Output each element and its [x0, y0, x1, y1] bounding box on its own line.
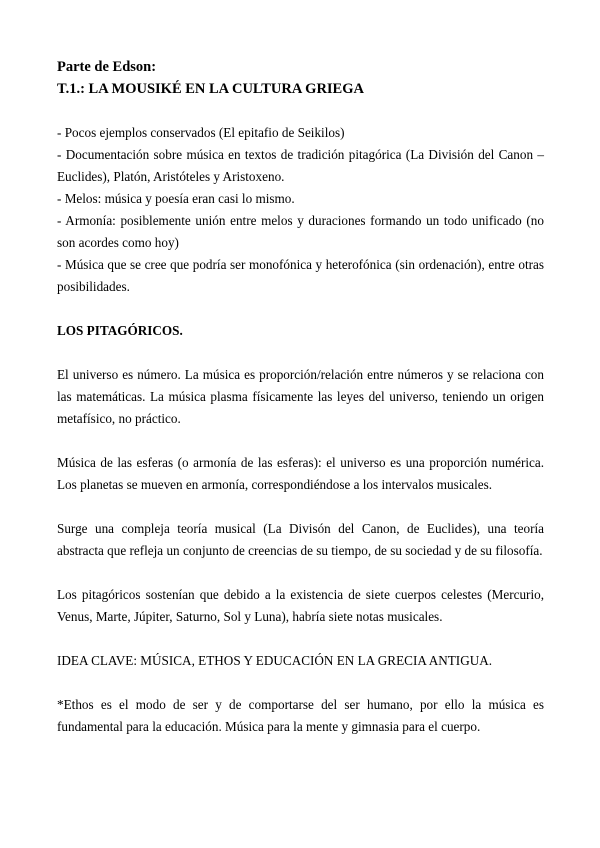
key-idea-title: IDEA CLAVE: MÚSICA, ETHOS Y EDUCACIÓN EN LA GRECIA ANTIGUA. — [57, 653, 493, 668]
paragraph: Música de las esferas (o armonía de las esferas): el universo es una proporción numérica. Los planetas se mueven en armonía, correspondiéndose a los intervalos musicales. — [57, 455, 544, 492]
paragraph: Los pitagóricos sostenían que debido a la existencia de siete cuerpos celestes (Mercurio, Venus, Marte, Júpiter, Saturno, Sol y Luna), habría siete notas musicales. — [57, 587, 544, 624]
bullet-item: - Melos: música y poesía eran casi lo mismo. — [57, 191, 295, 206]
bullet-item: - Armonía: posiblemente unión entre melos y duraciones formando un todo unificado (no son acordes como hoy) — [57, 213, 544, 250]
bullet-item: - Pocos ejemplos conservados (El epitafio de Seikilos) — [57, 125, 345, 140]
document-page — [57, 56, 544, 760]
document-title: T.1.: LA MOUSIKÉ EN LA CULTURA GRIEGA — [57, 81, 364, 97]
bullet-item: - Documentación sobre música en textos de tradición pitagórica (La División del Canon – Euclides), Platón, Aristóteles y Aristoxeno. — [57, 147, 544, 184]
paragraph: El universo es número. La música es proporción/relación entre números y se relaciona con las matemáticas. La música plasma físicamente las leyes del universo, teniendo un origen metafísico, no práctico. — [57, 367, 544, 426]
section-title-pitagoricos: LOS PITAGÓRICOS. — [57, 323, 183, 338]
author-heading: Parte de Edson: — [57, 59, 157, 75]
bullet-item: - Música que se cree que podría ser monofónica y heterofónica (sin ordenación), entre otras posibilidades. — [57, 257, 544, 294]
intro-bullet-list — [57, 122, 544, 298]
paragraph: Surge una compleja teoría musical (La Divisón del Canon, de Euclides), una teoría abstracta que refleja un conjunto de creencias de su tiempo, de su sociedad y de su filosofía. — [57, 521, 544, 558]
key-idea-paragraph: *Ethos es el modo de ser y de comportarse del ser humano, por ello la música es fundamental para la educación. Música para la mente y gimnasia para el cuerpo. — [57, 697, 544, 734]
